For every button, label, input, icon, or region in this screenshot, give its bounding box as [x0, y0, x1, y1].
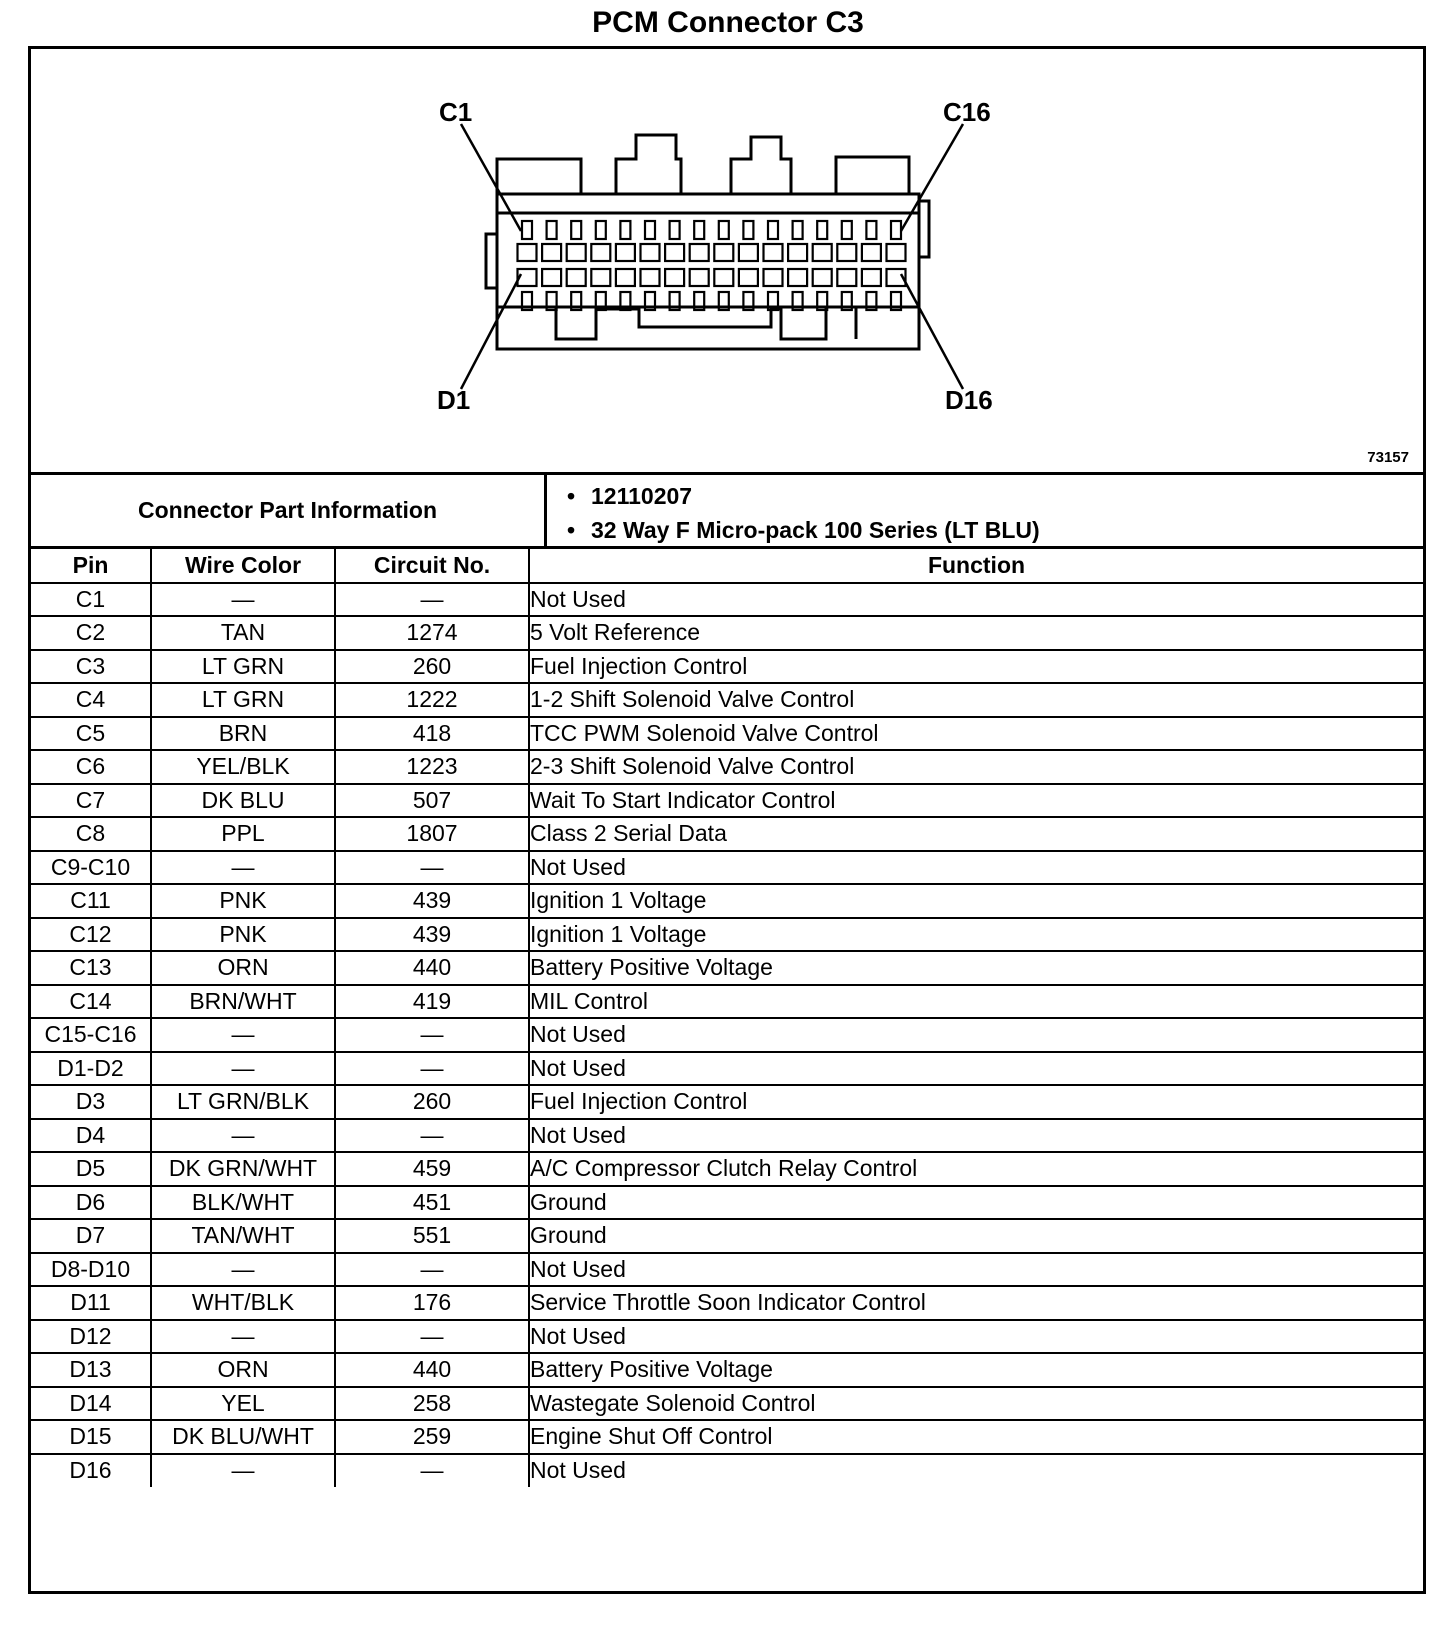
pin-cell: D15: [31, 1420, 151, 1454]
pin-cavity: [616, 244, 635, 261]
wire-color-cell: ORN: [151, 951, 335, 985]
pin-cavity: [567, 269, 586, 286]
pin-cavity: [719, 221, 729, 239]
pin-cavity: [571, 221, 581, 239]
function-cell: Ground: [529, 1219, 1423, 1253]
circuit-number-cell: 439: [335, 918, 529, 952]
pin-cavity: [817, 221, 827, 239]
function-cell: Wait To Start Indicator Control: [529, 784, 1423, 818]
part-info-label: Connector Part Information: [31, 475, 547, 546]
pin-cell: D5: [31, 1152, 151, 1186]
circuit-number-cell: —: [335, 1320, 529, 1354]
pin-cavity: [670, 221, 680, 239]
connector-side-tab: [486, 234, 497, 288]
pin-cavity: [793, 221, 803, 239]
pin-cell: D1-D2: [31, 1052, 151, 1086]
function-cell: Ignition 1 Voltage: [529, 884, 1423, 918]
pin-cell: D4: [31, 1119, 151, 1153]
circuit-number-cell: 176: [335, 1286, 529, 1320]
pin-cavity: [813, 269, 832, 286]
pin-cavity: [645, 221, 655, 239]
function-cell: Not Used: [529, 583, 1423, 617]
table-row: [31, 784, 1423, 818]
table-row: [31, 1253, 1423, 1287]
circuit-number-cell: 260: [335, 650, 529, 684]
wire-color-cell: BRN: [151, 717, 335, 751]
pin-cavity: [714, 269, 733, 286]
function-cell: 2-3 Shift Solenoid Valve Control: [529, 750, 1423, 784]
function-cell: A/C Compressor Clutch Relay Control: [529, 1152, 1423, 1186]
pin-cell: C9-C10: [31, 851, 151, 885]
pin-cavity: [665, 244, 684, 261]
pinout-table: [31, 549, 1423, 1487]
leader-line-c1: [461, 124, 521, 231]
table-row: [31, 1420, 1423, 1454]
function-cell: Ground: [529, 1186, 1423, 1220]
pin-cell: D11: [31, 1286, 151, 1320]
wire-color-cell: —: [151, 1119, 335, 1153]
wire-color-cell: —: [151, 1018, 335, 1052]
table-row: [31, 1219, 1423, 1253]
wire-color-cell: LT GRN/BLK: [151, 1085, 335, 1119]
pin-cavity: [690, 244, 709, 261]
table-row: [31, 1052, 1423, 1086]
pin-cell: C8: [31, 817, 151, 851]
pin-label-c16: C16: [943, 97, 991, 127]
table-row: [31, 1119, 1423, 1153]
pin-cell: D14: [31, 1387, 151, 1421]
pin-cavity: [739, 269, 758, 286]
pin-cavity: [522, 221, 532, 239]
pin-cavity: [862, 244, 881, 261]
pin-cavity: [641, 269, 660, 286]
table-row: [31, 717, 1423, 751]
pin-cavity: [837, 269, 856, 286]
pin-cavity: [620, 221, 630, 239]
table-row: [31, 1085, 1423, 1119]
wire-color-cell: PNK: [151, 884, 335, 918]
circuit-number-cell: 260: [335, 1085, 529, 1119]
wire-color-cell: YEL/BLK: [151, 750, 335, 784]
function-cell: Wastegate Solenoid Control: [529, 1387, 1423, 1421]
circuit-number-cell: —: [335, 1052, 529, 1086]
pin-cavity: [591, 269, 610, 286]
leader-line-d1: [461, 274, 521, 389]
function-cell: Not Used: [529, 1454, 1423, 1488]
pin-cavity: [616, 269, 635, 286]
pin-label-c1: C1: [439, 97, 473, 127]
wire-color-cell: —: [151, 583, 335, 617]
connector-side-tab: [919, 201, 929, 257]
wire-color-cell: YEL: [151, 1387, 335, 1421]
pin-cavity: [862, 269, 881, 286]
function-cell: Service Throttle Soon Indicator Control: [529, 1286, 1423, 1320]
function-cell: Battery Positive Voltage: [529, 1353, 1423, 1387]
pin-cavity: [813, 244, 832, 261]
table-row: [31, 650, 1423, 684]
pin-cell: C11: [31, 884, 151, 918]
table-row: [31, 583, 1423, 617]
pin-cavity: [567, 244, 586, 261]
pin-cavity: [842, 221, 852, 239]
circuit-number-cell: 551: [335, 1219, 529, 1253]
circuit-number-cell: 439: [335, 884, 529, 918]
function-cell: Not Used: [529, 1119, 1423, 1153]
figure-number: 73157: [1367, 449, 1409, 466]
circuit-number-cell: 459: [335, 1152, 529, 1186]
pin-cavity: [887, 244, 906, 261]
circuit-number-cell: 451: [335, 1186, 529, 1220]
circuit-number-cell: —: [335, 1454, 529, 1488]
wire-color-cell: LT GRN: [151, 650, 335, 684]
wire-color-cell: —: [151, 851, 335, 885]
table-row: [31, 1454, 1423, 1488]
column-header-circuit-no: Circuit No.: [335, 549, 529, 583]
pin-cavity: [866, 221, 876, 239]
pin-cavity: [743, 221, 753, 239]
wire-color-cell: —: [151, 1253, 335, 1287]
pin-cavity: [591, 244, 610, 261]
connector-housing-top: [497, 135, 919, 209]
pin-cell: C2: [31, 616, 151, 650]
table-header-row: [31, 549, 1423, 583]
circuit-number-cell: 440: [335, 951, 529, 985]
table-row: [31, 918, 1423, 952]
pin-cavity: [764, 244, 783, 261]
table-row: [31, 817, 1423, 851]
pin-cavity: [891, 221, 901, 239]
table-row: [31, 1387, 1423, 1421]
connector-sheet: [28, 46, 1426, 1594]
function-cell: Class 2 Serial Data: [529, 817, 1423, 851]
pin-cell: C12: [31, 918, 151, 952]
function-cell: Ignition 1 Voltage: [529, 918, 1423, 952]
function-cell: 5 Volt Reference: [529, 616, 1423, 650]
pin-cell: C14: [31, 985, 151, 1019]
table-row: [31, 616, 1423, 650]
function-cell: Fuel Injection Control: [529, 1085, 1423, 1119]
table-row: [31, 750, 1423, 784]
pin-cavity: [641, 244, 660, 261]
connector-cavities: [518, 221, 906, 310]
circuit-number-cell: —: [335, 583, 529, 617]
wire-color-cell: BLK/WHT: [151, 1186, 335, 1220]
pin-cell: D7: [31, 1219, 151, 1253]
circuit-number-cell: 418: [335, 717, 529, 751]
pin-cavity: [739, 244, 758, 261]
wire-color-cell: —: [151, 1052, 335, 1086]
connector-diagram: [31, 49, 1423, 475]
function-cell: Not Used: [529, 1320, 1423, 1354]
pin-cavity: [694, 221, 704, 239]
pin-cavity: [837, 244, 856, 261]
part-info-list: [567, 479, 1040, 547]
pin-cell: C6: [31, 750, 151, 784]
circuit-number-cell: 258: [335, 1387, 529, 1421]
pin-cell: C3: [31, 650, 151, 684]
table-row: [31, 1186, 1423, 1220]
pin-label-d16: D16: [945, 385, 993, 415]
circuit-number-cell: —: [335, 1119, 529, 1153]
function-cell: Not Used: [529, 1018, 1423, 1052]
circuit-number-cell: 507: [335, 784, 529, 818]
wire-color-cell: LT GRN: [151, 683, 335, 717]
pin-cell: D6: [31, 1186, 151, 1220]
pin-cavity: [788, 269, 807, 286]
wire-color-cell: —: [151, 1320, 335, 1354]
wire-color-cell: TAN/WHT: [151, 1219, 335, 1253]
circuit-number-cell: 1807: [335, 817, 529, 851]
table-row: [31, 1320, 1423, 1354]
circuit-number-cell: 419: [335, 985, 529, 1019]
pin-cell: C13: [31, 951, 151, 985]
circuit-number-cell: 259: [335, 1420, 529, 1454]
wire-color-cell: TAN: [151, 616, 335, 650]
pin-cell: D12: [31, 1320, 151, 1354]
pin-label-d1: D1: [437, 385, 471, 415]
circuit-number-cell: —: [335, 1253, 529, 1287]
pin-cell: D13: [31, 1353, 151, 1387]
wire-color-cell: —: [151, 1454, 335, 1488]
pin-cell: C5: [31, 717, 151, 751]
table-row: [31, 884, 1423, 918]
pin-cell: C15-C16: [31, 1018, 151, 1052]
table-row: [31, 851, 1423, 885]
pin-cavity: [547, 221, 557, 239]
circuit-number-cell: 1223: [335, 750, 529, 784]
table-row: [31, 1018, 1423, 1052]
part-number: • 12110207: [567, 479, 1040, 513]
column-header-pin: Pin: [31, 549, 151, 583]
pin-cell: D3: [31, 1085, 151, 1119]
column-header-function: Function: [529, 549, 1423, 583]
pin-cavity: [788, 244, 807, 261]
function-cell: Not Used: [529, 1253, 1423, 1287]
table-row: [31, 683, 1423, 717]
function-cell: Engine Shut Off Control: [529, 1420, 1423, 1454]
page-title: PCM Connector C3: [592, 6, 864, 39]
pin-cell: C4: [31, 683, 151, 717]
circuit-number-cell: 1222: [335, 683, 529, 717]
wire-color-cell: PPL: [151, 817, 335, 851]
wire-color-cell: DK BLU/WHT: [151, 1420, 335, 1454]
wire-color-cell: WHT/BLK: [151, 1286, 335, 1320]
wire-color-cell: DK BLU: [151, 784, 335, 818]
connector-description: • 32 Way F Micro-pack 100 Series (LT BLU): [567, 513, 1040, 547]
connector-part-information: [31, 475, 1423, 549]
pin-cavity: [714, 244, 733, 261]
table-row: [31, 1353, 1423, 1387]
pin-cell: C7: [31, 784, 151, 818]
connector-face-drawing: [31, 49, 1423, 473]
table-row: [31, 985, 1423, 1019]
wire-color-cell: DK GRN/WHT: [151, 1152, 335, 1186]
pin-cavity: [542, 244, 561, 261]
table-row: [31, 1152, 1423, 1186]
pin-cell: D16: [31, 1454, 151, 1488]
pin-cavity: [596, 221, 606, 239]
wire-color-cell: BRN/WHT: [151, 985, 335, 1019]
circuit-number-cell: —: [335, 1018, 529, 1052]
pin-cavity: [690, 269, 709, 286]
table-row: [31, 951, 1423, 985]
circuit-number-cell: 440: [335, 1353, 529, 1387]
leader-line-d16: [901, 274, 963, 389]
wire-color-cell: PNK: [151, 918, 335, 952]
function-cell: Battery Positive Voltage: [529, 951, 1423, 985]
pin-cell: D8-D10: [31, 1253, 151, 1287]
circuit-number-cell: —: [335, 851, 529, 885]
column-header-wire-color: Wire Color: [151, 549, 335, 583]
function-cell: 1-2 Shift Solenoid Valve Control: [529, 683, 1423, 717]
pin-cavity: [542, 269, 561, 286]
connector-bottom-key: [556, 307, 826, 339]
circuit-number-cell: 1274: [335, 616, 529, 650]
function-cell: Not Used: [529, 851, 1423, 885]
function-cell: MIL Control: [529, 985, 1423, 1019]
pin-cavity: [518, 244, 537, 261]
function-cell: Fuel Injection Control: [529, 650, 1423, 684]
function-cell: Not Used: [529, 1052, 1423, 1086]
pin-cavity: [768, 221, 778, 239]
table-row: [31, 1286, 1423, 1320]
pin-cell: C1: [31, 583, 151, 617]
wire-color-cell: ORN: [151, 1353, 335, 1387]
function-cell: TCC PWM Solenoid Valve Control: [529, 717, 1423, 751]
pin-cavity: [665, 269, 684, 286]
pin-cavity: [764, 269, 783, 286]
